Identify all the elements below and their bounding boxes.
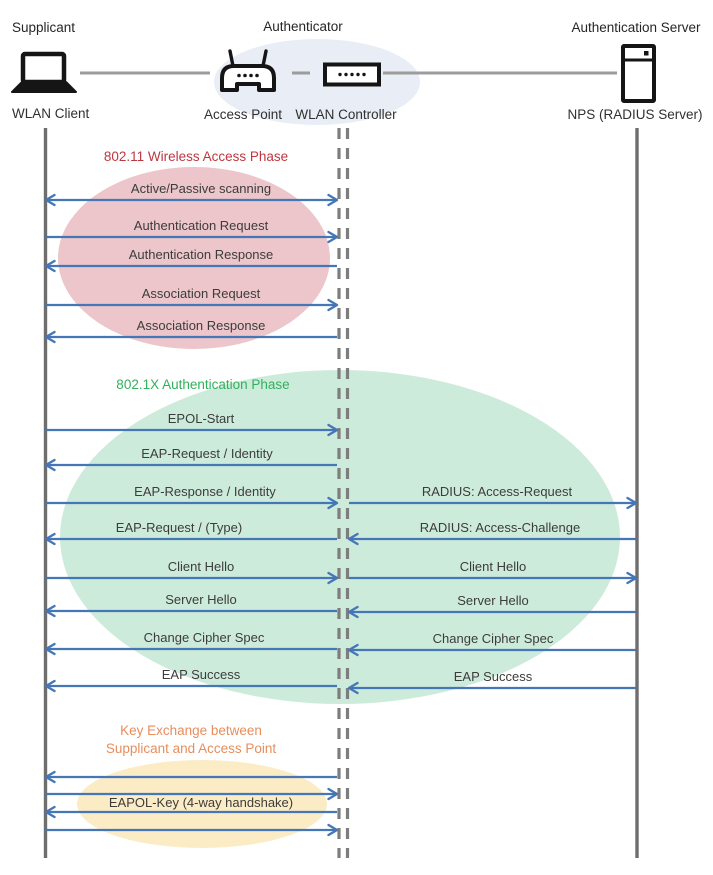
actor-role-authentication-server: Authentication Server: [571, 20, 701, 35]
message-label: RADIUS: Access-Request: [421, 484, 573, 499]
message-label: Change Cipher Spec: [143, 630, 265, 645]
device-label-wlan-client: WLAN Client: [12, 106, 90, 121]
phase-title-key-exchange: [106, 722, 276, 758]
actor-role-authenticator: Authenticator: [263, 19, 343, 34]
message-label: Authentication Response: [128, 247, 274, 262]
message-label: EPOL-Start: [167, 411, 235, 426]
message-label: EAP-Request / (Type): [115, 520, 243, 535]
message-label: RADIUS: Access-Challenge: [419, 520, 581, 535]
wlan-controller-icon: [325, 65, 379, 85]
phase-title-key-exchange-line2: Supplicant and Access Point: [105, 741, 277, 756]
device-label-wlan-controller: WLAN Controller: [295, 107, 397, 122]
actor-role-supplicant: Supplicant: [12, 20, 76, 35]
phase-title-key-exchange-line1: Key Exchange between: [120, 723, 262, 738]
message-label: EAP Success: [161, 667, 241, 682]
device-label-nps-radius-server: NPS (RADIUS Server): [567, 107, 703, 122]
phase-title-8021x-authentication: 802.1X Authentication Phase: [116, 377, 290, 392]
phase-title-80211-wireless-access: 802.11 Wireless Access Phase: [103, 149, 289, 164]
laptop-icon: [12, 54, 76, 92]
message-label: Client Hello: [167, 559, 235, 574]
device-label-access-point: Access Point: [203, 107, 283, 122]
message-label: Server Hello: [165, 592, 237, 607]
message-label: EAP-Request / Identity: [141, 446, 273, 461]
message-label: Active/Passive scanning: [130, 181, 272, 196]
message-label: Server Hello: [457, 593, 529, 608]
message-label: Association Response: [136, 318, 266, 333]
message-label: Authentication Request: [133, 218, 269, 233]
message-label: Client Hello: [459, 559, 527, 574]
message-label: Change Cipher Spec: [432, 631, 554, 646]
message-label: EAP-Response / Identity: [134, 484, 276, 499]
message-label: EAPOL-Key (4-way handshake): [108, 795, 294, 810]
server-icon: [623, 46, 654, 101]
message-label: EAP Success: [453, 669, 533, 684]
message-label: Association Request: [141, 286, 261, 301]
